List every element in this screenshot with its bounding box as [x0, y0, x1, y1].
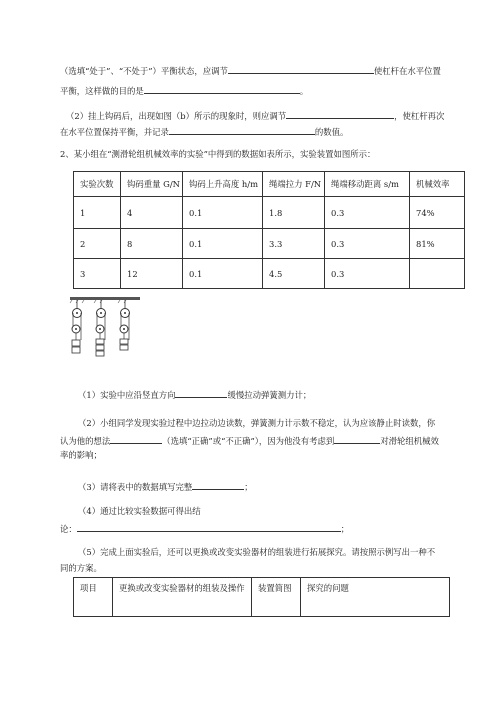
pulley-set-2 — [96, 300, 106, 356]
text: 对滑轮组机械效 — [380, 436, 439, 446]
text: 缓慢拉动弹簧测力计； — [227, 390, 312, 400]
text-line — [60, 125, 348, 138]
table-header-row — [74, 578, 450, 617]
text: 使杠杆在水平位置 — [373, 66, 441, 76]
table-row — [74, 259, 465, 289]
text: 的数值。 — [314, 127, 349, 137]
text-line: 同的方案。 — [60, 563, 102, 573]
table-header: 实验次数 — [74, 172, 121, 197]
plan-table — [73, 577, 450, 617]
answer-blank[interactable] — [228, 64, 374, 74]
table-header: 装置简图 — [252, 578, 301, 617]
text-line — [66, 109, 444, 122]
answer-blank[interactable] — [192, 480, 244, 490]
table-cell: 81% — [410, 229, 465, 259]
text: 。 — [299, 86, 309, 96]
table-header: 更换或改变实验器材的组装及操作 — [113, 578, 252, 617]
text: ； — [244, 482, 253, 492]
question-intro: 2、某小组在“测滑轮组机械效率的实验”中得到的数据如表所示，实验装置如图所示： — [60, 149, 376, 159]
table-header: 钩码上升高度 h/m — [183, 172, 263, 197]
table-cell: 8 — [121, 229, 183, 259]
text-line — [78, 480, 253, 493]
pulley-set-3 — [120, 300, 130, 350]
table-cell: 3.3 — [263, 229, 325, 259]
ceiling-beam — [70, 297, 140, 300]
table-cell: 74% — [410, 197, 465, 229]
table-cell: 2 — [74, 229, 121, 259]
text: ； — [340, 524, 350, 534]
pulley-apparatus-figure — [68, 295, 142, 357]
table-cell: 0.1 — [183, 259, 263, 289]
table-cell: 4 — [121, 197, 183, 229]
text-line: （4）通过比较实验数据可得出结 — [78, 506, 201, 516]
text: （1）实验中应沿竖直方向 — [78, 390, 176, 400]
table-header: 钩码重量 G/N — [121, 172, 183, 197]
text: ，使杠杆再次 — [394, 111, 445, 121]
table-cell: 0.3 — [325, 229, 410, 259]
text: （选填“处于”、“不处于”）平衡状态，应调节 — [60, 66, 228, 76]
text-line — [78, 388, 311, 401]
table-cell: 4.5 — [263, 259, 325, 289]
answer-blank[interactable] — [77, 522, 341, 532]
text-line — [60, 434, 439, 447]
text-line: 率的影响； — [60, 450, 102, 460]
table-header: 机械效率 — [410, 172, 465, 197]
data-table — [73, 171, 465, 289]
table-cell: 3 — [74, 259, 121, 289]
text: （选填“正确”或“不正确”），因为他没有考虑到 — [162, 436, 335, 446]
table-header: 绳端移动距离 s/m — [325, 172, 410, 197]
answer-blank[interactable] — [144, 84, 300, 94]
table-cell — [410, 259, 465, 289]
answer-blank[interactable] — [110, 434, 162, 444]
text-line: （5）完成上面实验后，还可以更换或改变实验器材的组装进行拓展探究。请按照示例写出一种不 — [78, 547, 436, 557]
text: 论： — [60, 524, 77, 534]
table-header: 探究的问题 — [301, 578, 450, 617]
table-cell: 12 — [121, 259, 183, 289]
table-header: 绳端拉力 F/N — [263, 172, 325, 197]
answer-blank[interactable] — [169, 125, 315, 135]
table-cell: 0.3 — [325, 197, 410, 229]
text: 在水平位置保持平衡，并记录 — [60, 127, 169, 137]
table-row — [74, 197, 465, 229]
text-line: （2）小组同学发现实验过程中边拉动边读数，弹簧测力计示数不稳定，认为应该静止时读数，你 — [78, 418, 436, 428]
table-cell: 0.1 — [183, 229, 263, 259]
answer-blank[interactable] — [286, 109, 394, 119]
text: （2）挂上钩码后，出现如图（b）所示的现象时，则应调节 — [66, 111, 287, 121]
text: 平衡，这样做的目的是 — [60, 86, 144, 96]
text: 认为他的想法 — [60, 436, 111, 446]
table-cell: 0.3 — [325, 259, 410, 289]
text: （3）请将表中的数据填写完整 — [78, 482, 193, 492]
table-cell: 1 — [74, 197, 121, 229]
table-row — [74, 229, 465, 259]
answer-blank[interactable] — [334, 434, 380, 444]
pulley-set-1 — [72, 300, 82, 353]
table-header: 项目 — [74, 578, 113, 617]
table-cell: 1.8 — [263, 197, 325, 229]
table-header-row — [74, 172, 465, 197]
table-cell: 0.1 — [183, 197, 263, 229]
text-line — [60, 522, 349, 535]
text-line — [60, 64, 441, 77]
text-line — [60, 84, 308, 97]
answer-blank[interactable] — [175, 388, 227, 398]
